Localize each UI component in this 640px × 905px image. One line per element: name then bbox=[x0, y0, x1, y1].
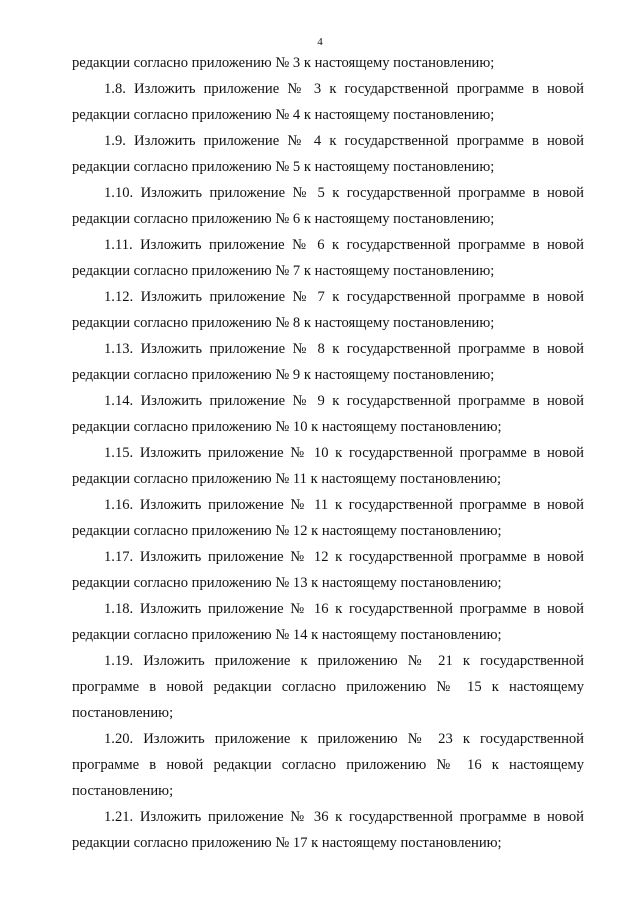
item-1-10: 1.10. Изложить приложение № 5 к государственной программе в новой редакции согласно приложению № 6 к настоящему постановлению; bbox=[72, 185, 584, 227]
item-1-18: 1.18. Изложить приложение № 16 к государственной программе в новой редакции согласно приложению № 14 к настоящему постановлению; bbox=[72, 601, 584, 643]
page-number: 4 bbox=[317, 36, 323, 48]
item-1-20: 1.20. Изложить приложение к приложению № 23 к государственной программе в новой редакции согласно приложению № 16 к настоящему постановлению; bbox=[72, 731, 584, 799]
item-1-16: 1.16. Изложить приложение № 11 к государственной программе в новой редакции согласно приложению № 12 к настоящему постановлению; bbox=[72, 497, 584, 539]
item-1-15: 1.15. Изложить приложение № 10 к государственной программе в новой редакции согласно приложению № 11 к настоящему постановлению; bbox=[72, 445, 584, 487]
item-1-11: 1.11. Изложить приложение № 6 к государственной программе в новой редакции согласно приложению № 7 к настоящему постановлению; bbox=[72, 237, 584, 279]
item-1-21: 1.21. Изложить приложение № 36 к государственной программе в новой редакции согласно приложению № 17 к настоящему постановлению; bbox=[72, 809, 584, 851]
item-1-12: 1.12. Изложить приложение № 7 к государственной программе в новой редакции согласно приложению № 8 к настоящему постановлению; bbox=[72, 289, 584, 331]
item-1-13: 1.13. Изложить приложение № 8 к государственной программе в новой редакции согласно приложению № 9 к настоящему постановлению; bbox=[72, 341, 584, 383]
item-1-8: 1.8. Изложить приложение № 3 к государственной программе в новой редакции согласно приложению № 4 к настоящему постановлению; bbox=[72, 81, 584, 123]
document-body bbox=[72, 50, 584, 856]
item-1-19: 1.19. Изложить приложение к приложению № 21 к государственной программе в новой редакции согласно приложению № 15 к настоящему постановлению; bbox=[72, 653, 584, 721]
item-1-9: 1.9. Изложить приложение № 4 к государственной программе в новой редакции согласно приложению № 5 к настоящему постановлению; bbox=[72, 133, 584, 175]
continuation-paragraph: редакции согласно приложению № 3 к настоящему постановлению; bbox=[72, 55, 495, 71]
item-1-17: 1.17. Изложить приложение № 12 к государственной программе в новой редакции согласно приложению № 13 к настоящему постановлению; bbox=[72, 549, 584, 591]
item-1-14: 1.14. Изложить приложение № 9 к государственной программе в новой редакции согласно приложению № 10 к настоящему постановлению; bbox=[72, 393, 584, 435]
